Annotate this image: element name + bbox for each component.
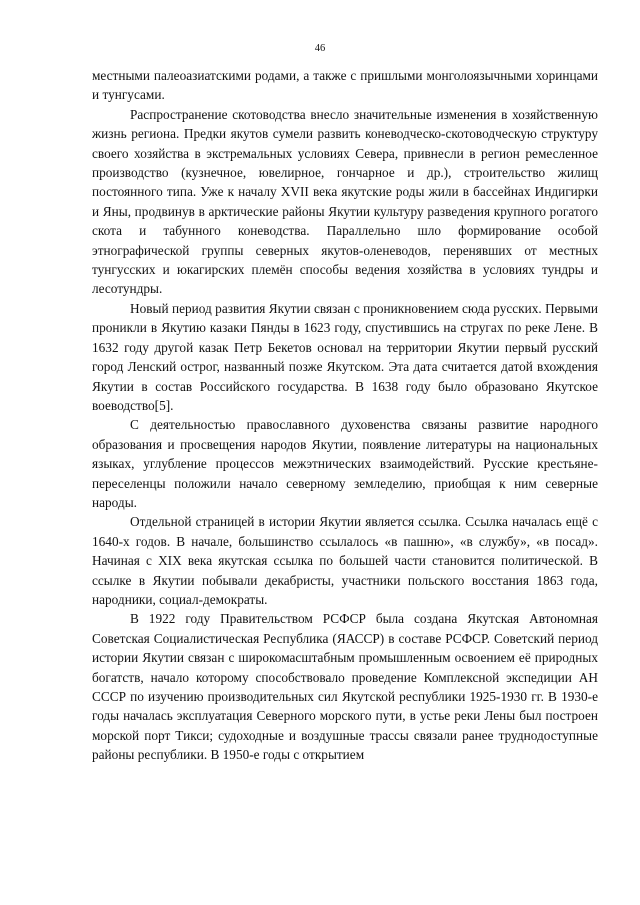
paragraph-continuation: местными палеоазиатскими родами, а также с пришлыми монголоязычными хоринцами и тунгусами. [92, 68, 598, 103]
paragraph-russian-arrival: Новый период развития Якутии связан с проникновением сюда русских. Первыми проникли в Якутию казаки Пянды в 1623 году, спустившись на стругах по реке Лене. В 1632 году другой казак Петр Бекетов основал на территории Якутии первый русский город Ленский острог, названный позже Якутском. Эта дата считается датой вхождения Якутии в состав Российского государства. В 1638 году было образовано Якутское воеводство[5]. [92, 300, 598, 413]
paragraph-exile: Отдельной страницей в истории Якутии является ссылка. Ссылка началась ещё с 1640-х годов. В начале, большинство ссылалось «в пашню», «в службу», «в посад». Начиная с XIX века якутская ссылка по большей части становится политической. В ссылке в Якутии побывали декабристы, участники польского восстания 1863 года, народники, социал-демократы. [92, 514, 598, 607]
paragraph-clergy: С деятельностью православного духовенства связаны развитие народного образования и просвещения народов Якутии, появление литературы на национальных языках, углубление процессов межэтнических взаимодействий. Русские крестьяне-переселенцы положили начало северному земледелию, приобщая к ним северные народы. [92, 417, 598, 510]
paragraph-livestock: Распространение скотоводства внесло значительные изменения в хозяйственную жизнь региона. Предки якутов сумели развить коневодческо-скотоводческую структуру своего хозяйства в экстремальных условиях Севера, привнесли в регион ремесленное производство (кузнечное, ювелирное, гончарное и др.), строительство жилищ постоянного типа. Уже к началу XVII века якутские роды жили в бассейнах Индигирки и Яны, продвинув в арктические районы Якутии культуру разведения крупного рогатого скота и табунного коневодства. Параллельно шло формирование особой этнографической группы северных якутов-оленеводов, перенявших от местных тунгусских и юкагирских племён способы ведения хозяйства в условиях тундры и лесотундры. [92, 106, 598, 297]
document-body [92, 66, 598, 765]
page-number: 46 [314, 43, 326, 54]
paragraph-soviet-period: В 1922 году Правительством РСФСР была создана Якутская Автономная Советская Социалистическая Республика (ЯАССР) в составе РСФСР. Советский период истории Якутии связан с широкомасштабным промышленным освоением её природных богатств, начало которому способствовало проведение Комплексной экспедиции АН СССР по изучению производительных сил Якутской республики 1925-1930 гг. В 1930-е годы началась эксплуатация Северного морского пути, в устье реки Лены был построен морской порт Тикси; судоходные и воздушные трассы связали ранее труднодоступные районы республики. В 1950-е годы с открытием [92, 611, 598, 763]
